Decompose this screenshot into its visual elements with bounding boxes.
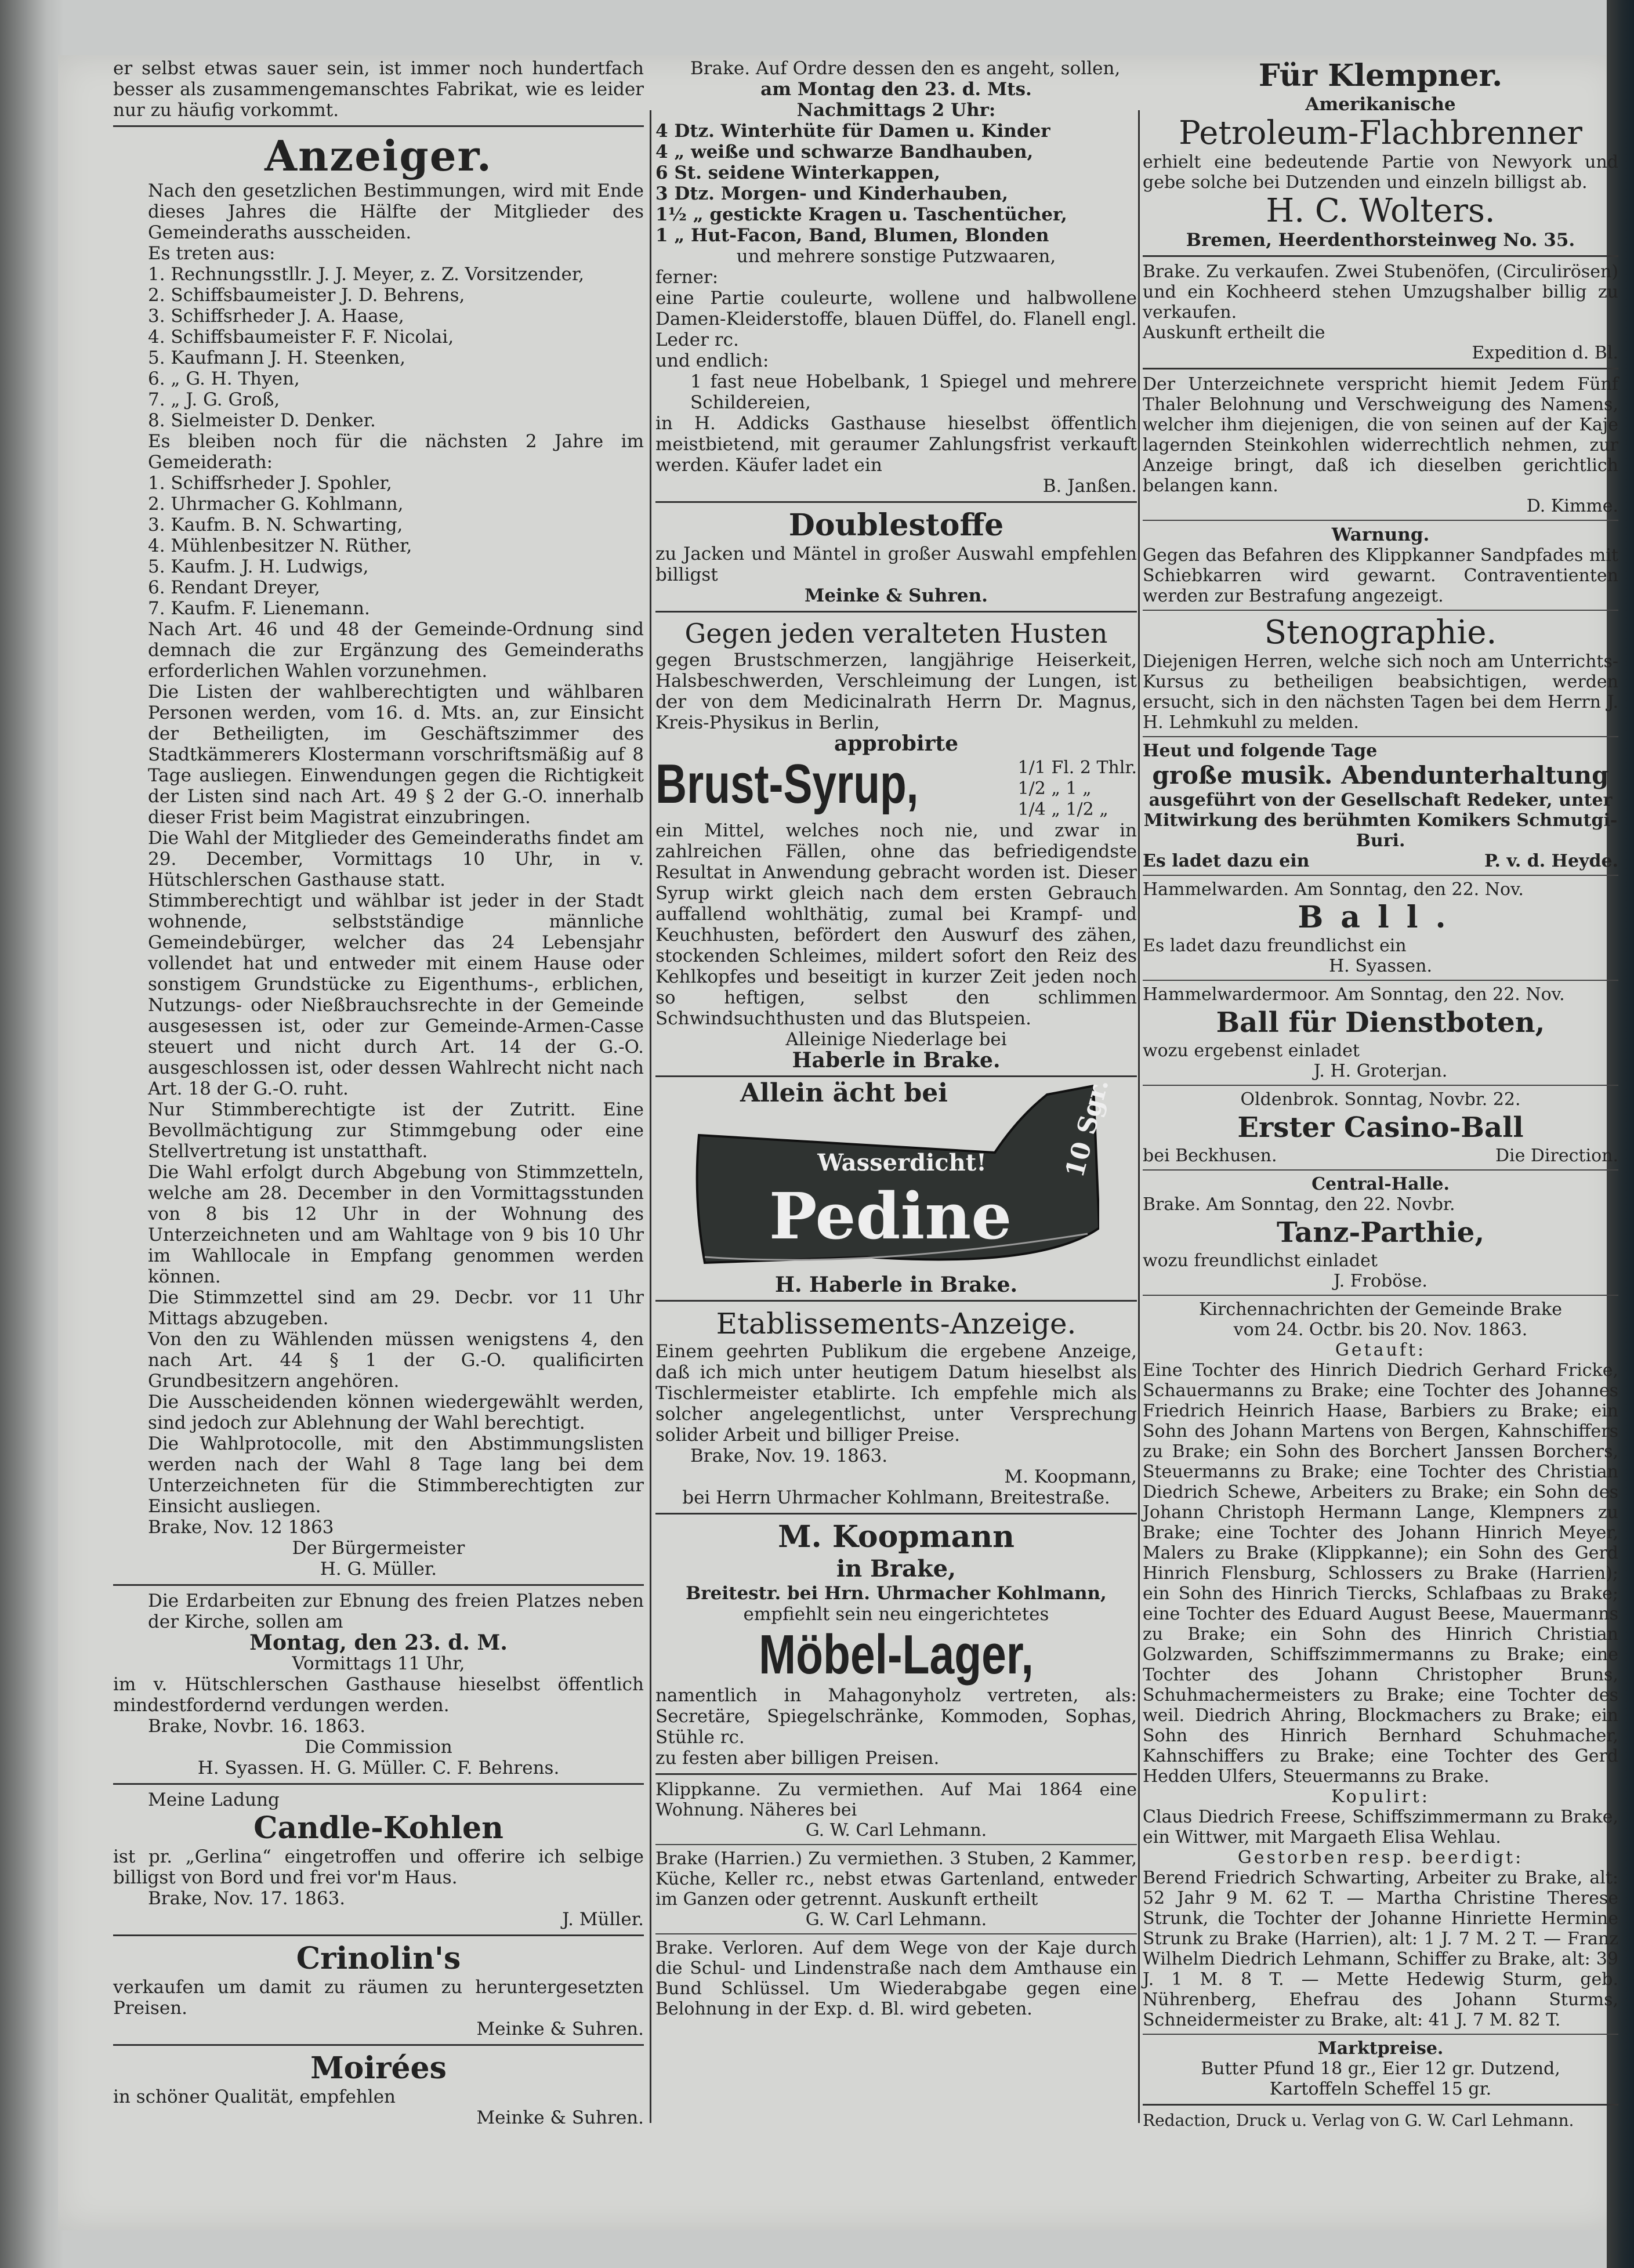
pedine-subtitle: Wasserdicht! <box>817 1149 987 1176</box>
dienstboten-text: wozu ergebenst einladet <box>1143 1041 1360 1061</box>
syrup-banner <box>655 754 1137 820</box>
list-item: 4 Dtz. Winterhüte für Damen u. Kinder <box>655 121 1050 142</box>
crinolin-title: Crinolin's <box>296 1941 461 1976</box>
musik-text: Heut und folgende Tage <box>1143 741 1378 761</box>
klempner-title: Für Klempner. <box>1258 58 1503 93</box>
musik-title: große musik. Abendunterhaltung <box>1152 761 1609 789</box>
list-item: 3. Schiffsrheder J. A. Haase, <box>148 306 404 327</box>
marktpreise-text: Kartoffeln Scheffel 15 gr. <box>1269 2079 1492 2099</box>
divider <box>655 1075 1137 1077</box>
divider <box>113 1934 644 1936</box>
musik-text: Es ladet dazu ein <box>1143 851 1310 871</box>
list-item: 3 Dtz. Morgen- und Kinderhauben, <box>655 183 1009 204</box>
syrup-text: Alleinige Niederlage bei <box>785 1029 1007 1050</box>
casino-title: Erster Casino-Ball <box>1237 1111 1524 1144</box>
koopmann-text: empfiehlt sein neu eingerichtetes <box>743 1604 1049 1625</box>
signature: Meinke & Suhren. <box>805 585 988 606</box>
pedine-advert <box>693 1075 1115 1274</box>
list-item: 1 „ Hut-Facon, Band, Blumen, Blonden <box>655 225 1049 246</box>
auction-text: und endlich: <box>655 350 769 371</box>
divider <box>113 125 644 127</box>
belohnung-text: Der Unterzeichnete verspricht hiemit Jedem Fünf Thaler Belohnung und Verschweigung des Namens, welcher ihm diejenigen, die von seinen auf der Kaje lagernden Steinkohlen widerrechtlich nehmen, zur Anzeige bringt, daß ich dieselben gerichtlich belangen kann. <box>1143 374 1618 496</box>
marktpreise-title: Marktpreise. <box>1317 2038 1444 2059</box>
divider <box>1143 2034 1618 2035</box>
vermiethen-text: Klippkanne. Zu vermiethen. Auf Mai 1864 eine Wohnung. Näheres bei <box>655 1780 1137 1820</box>
signature: Meinke & Suhren. <box>476 2107 644 2128</box>
list-item: 6 St. seidene Winterkappen, <box>655 162 940 183</box>
pedine-price: 10 Sgr. <box>1060 1075 1115 1181</box>
signature: Der Bürgermeister <box>292 1538 465 1559</box>
list-item: 6. „ G. H. Thyen, <box>148 368 300 389</box>
vermiethen-text: Brake (Harrien.) Zu vermiethen. 3 Stuben, 2 Kammer, Küche, Keller rc., nebst etwas Gartenland, entweder im Ganzen oder getrennt. Auskunft ertheilt <box>655 1849 1137 1910</box>
candle-title: Candle-Kohlen <box>253 1810 503 1846</box>
divider <box>113 2044 644 2046</box>
price-row: 1/2 „ 1 „ <box>1017 778 1092 799</box>
anzeiger-paragraph: Es treten aus: <box>148 243 276 264</box>
signature: J. H. Groterjan. <box>1313 1061 1448 1081</box>
column-3 <box>1143 58 1618 2131</box>
tanz-title: Tanz-Parthie, <box>1276 1216 1485 1249</box>
ball-text: Hammelwarden. Am Sonntag, den 22. Nov. <box>1143 879 1524 900</box>
signature: Haberle in Brake. <box>792 1048 1001 1073</box>
dienstboten-title: Ball für Dienstboten, <box>1216 1006 1545 1039</box>
anzeiger-paragraph: Die Wahlprotocolle, mit den Abstimmungslisten werden nach der Wahl 8 Tage lang bei dem Unterzeichneten für die Stimmberechtigten zur Einsicht ausliegen. <box>148 1433 644 1517</box>
stenographie-title: Stenographie. <box>1264 614 1497 651</box>
tanz-text: wozu freundlichst einladet <box>1143 1251 1378 1271</box>
divider <box>655 1300 1137 1302</box>
list-item: 7. Kaufm. F. Lienemann. <box>148 598 370 619</box>
signature: G. W. Carl Lehmann. <box>805 1820 987 1841</box>
divider <box>655 1933 1137 1934</box>
doublestoffe-title: Doublestoffe <box>788 508 1004 543</box>
syrup-product-name: Brust-Syrup, <box>655 753 919 815</box>
ball-title: Ball. <box>1298 900 1463 935</box>
erdarbeiten-text: Die Erdarbeiten zur Ebnung des freien Platzes neben der Kirche, sollen am <box>148 1591 644 1632</box>
divider <box>1143 1085 1618 1086</box>
stenographie-text: Diejenigen Herren, welche sich noch am Unterrichts-Kursus zu betheiligen beabsichtigen, werden ersucht, sich in den nächsten Tagen bei dem Herrn J. H. Lehmkuhl zu melden. <box>1143 651 1618 733</box>
auction-intro: Brake. Auf Ordre dessen den es angeht, sollen, <box>690 58 1121 79</box>
price-row: 1/1 Fl. 2 Thlr. <box>1017 758 1137 778</box>
tanz-venue: Central-Halle. <box>1311 1174 1450 1194</box>
moebel-lager-title: Möbel-Lager, <box>759 1624 1034 1686</box>
warnung-text: Gegen das Befahren des Klippkanner Sandpfades mit Schiebkarren wird gewarnt. Contraventienten werden zur Bestrafung angezeigt. <box>1143 545 1618 606</box>
koopmann-text: Breitestr. bei Hrn. Uhrmacher Kohlmann, <box>686 1583 1107 1604</box>
signature: P. v. d. Heyde. <box>1484 851 1618 871</box>
divider <box>655 501 1137 503</box>
divider <box>113 1584 644 1586</box>
column-rule-2 <box>1138 110 1140 2123</box>
syrup-text: gegen Brustschmerzen, langjährige Heiserkeit, Halsbeschwerden, Verschleimung der Lungen, ist der von dem Medicinalrath Herrn Dr. Magnus, Kreis-Physikus in Berlin, <box>655 650 1137 733</box>
signature: H. G. Müller. <box>320 1559 437 1579</box>
list-item: 4. Schiffsbaumeister F. F. Nicolai, <box>148 327 454 347</box>
column-rule-1 <box>650 110 651 2123</box>
divider <box>1143 1295 1618 1296</box>
anzeiger-paragraph: Nach den gesetzlichen Bestimmungen, wird mit Ende dieses Jahres die Hälfte der Mitglieder des Gemeinderaths ausscheiden. <box>148 180 644 243</box>
date-line: Brake, Nov. 12 1863 <box>148 1517 334 1538</box>
auction-text: ferner: <box>655 267 719 288</box>
moirees-title: Moirées <box>310 2050 447 2086</box>
klempner-name: H. C. Wolters. <box>1266 192 1495 230</box>
divider <box>1143 610 1618 611</box>
kirchennachrichten-period: vom 24. Octbr. bis 20. Nov. 1863. <box>1233 1320 1528 1340</box>
anzeiger-paragraph: Nur Stimmberechtigte ist der Zutritt. Eine Bevollmächtigung zur Stimmgebung oder eine Stellvertretung ist unstatthaft. <box>148 1099 644 1162</box>
divider <box>1143 520 1618 521</box>
kopulirt-text: Claus Diedrich Freese, Schiffszimmermann zu Brake, ein Wittwer, mit Margaeth Elisa Wehlau. <box>1143 1807 1618 1847</box>
date-line: Brake, Novbr. 16. 1863. <box>148 1716 366 1737</box>
divider <box>1143 255 1618 257</box>
auction-date: am Montag den 23. d. Mts. <box>760 79 1032 100</box>
auction-text: 1 fast neue Hobelbank, 1 Spiegel und mehrere Schildereien, <box>690 371 1137 413</box>
verloren-text: Brake. Verloren. Auf dem Wege von der Kaje durch die Schul- und Lindenstraße nach dem Amthause ein Bund Schlüssel. Um Wiederabgabe gegen eine Belohnung in der Exp. d. Bl. wird gebeten. <box>655 1938 1137 2019</box>
continued-text: er selbst etwas sauer sein, ist immer noch hundertfach besser als zusammengemanschtes Fabrikat, wie es leider nur zu häufig vorkommt. <box>113 58 644 121</box>
etablissement-title: Etablissements-Anzeige. <box>716 1307 1077 1340</box>
price-row: 1/4 „ 1/2 „ <box>1017 799 1108 820</box>
list-item: 4 „ weiße und schwarze Bandhauben, <box>655 142 1034 162</box>
signature: J. Müller. <box>562 1909 644 1930</box>
koopmann-location: in Brake, <box>836 1555 957 1582</box>
casino-text: bei Beckhusen. <box>1143 1146 1277 1166</box>
pedine-top-text: Allein ächt bei <box>740 1078 948 1108</box>
list-item: 7. „ J. G. Groß, <box>148 389 280 410</box>
koopmann-text: namentlich in Mahagonyholz vertreten, als: Secretäre, Spiegelschränke, Kommoden, Sophas, Stühle rc. <box>655 1685 1137 1748</box>
signature: M. Koopmann, <box>1004 1466 1137 1487</box>
musik-invite <box>1143 851 1618 871</box>
getauft-text: Eine Tochter des Hinrich Diedrich Gerhard Fricke, Schauermanns zu Brake; eine Tochter des Johannes Friedrich Heinrich Haase, Barbiers zu Brake; ein Sohn des Johann Martens von Bergen, Kahnschiffers zu Brake; ein Sohn des Borchert Janssen Borchers, Steuermanns zu Brake; eine Tochter des Christian Diedrich Schewe, Arbeiters zu Brake; ein Sohn des Johann Christoph Hermann Lange, Klempners zu Brake; eine Tochter des Johann Hinrich Meyer, Malers zu Brake (Klippkanne); ein Sohn des Gerd Hinrich Flensburg, Schlossers zu Brake (Harrien); ein Sohn des Hinrich Tiercks, Schlafbaas zu Brake; eine Tochter des Eduard August Beese, Mauermanns zu Brake; ein Sohn des Hinrich Christian Golzwarden, Schiffszimmermanns zu Brake; eine Tochter des Johann Christopher Bruns, Schuhmachermeisters zu Brake; eine Tochter des weil. Diedrich Ahring, Blockmachers zu Brake; ein Sohn des Hinrich Bernhard Schuhmacher, Kahnschiffers zu Brake; eine Tochter des Gerd Hedden Ulfers, Steuermanns zu Brake. <box>1143 1360 1618 1787</box>
auction-text: und mehrere sonstige Putzwaaren, <box>736 246 1056 267</box>
signature: D. Kimme. <box>1526 496 1618 516</box>
divider <box>1143 368 1618 369</box>
pedine-name: Pedine <box>769 1179 1012 1253</box>
list-item: 2. Uhrmacher G. Kohlmann, <box>148 494 404 515</box>
members-leaving-list <box>113 264 644 431</box>
date-line: Brake, Nov. 19. 1863. <box>690 1445 888 1466</box>
ball-text: Es ladet dazu freundlichst ein <box>1143 936 1407 956</box>
divider <box>655 1844 1137 1845</box>
divider <box>655 1773 1137 1775</box>
dienstboten-text: Hammelwardermoor. Am Sonntag, den 22. Nov. <box>1143 984 1565 1005</box>
divider <box>1143 1169 1618 1171</box>
column-2 <box>655 58 1137 2019</box>
signature: H. Haberle in Brake. <box>774 1273 1018 1297</box>
crinolin-text: verkaufen um damit zu räumen zu heruntergesetzten Preisen. <box>113 1977 644 2019</box>
list-item: 4. Mühlenbesitzer N. Rüther, <box>148 535 412 556</box>
list-item: 6. Rendant Dreyer, <box>148 577 320 598</box>
signature: J. Froböse. <box>1334 1271 1428 1291</box>
list-item: 1. Schiffsrheder J. Spohler, <box>148 473 392 494</box>
syrup-approbirte: approbirte <box>834 731 958 756</box>
list-item: 5. Kaufm. J. H. Ludwigs, <box>148 556 369 577</box>
list-item: 1. Rechnungsstllr. J. J. Meyer, z. Z. Vorsitzender, <box>148 264 585 285</box>
gestorben-heading: Gestorben resp. beerdigt: <box>1237 1847 1524 1868</box>
signature: H. Syassen. H. G. Müller. C. F. Behrens. <box>197 1758 560 1778</box>
anzeiger-paragraph: Die Listen der wahlberechtigten und wählbaren Personen werden, vom 16. d. Mts. an, zur Einsicht der Betheiligten, im Geschäftszimmer des Stadtkämmerers Klostermann vorschriftsmäßig auf 8 Tage ausliegen. Einwendungen gegen die Richtigkeit der Listen sind nach Art. 49 § 2 der G.-O. innerhalb dieser Frist beim Magistrat einzubringen. <box>148 682 644 828</box>
erdarbeiten-date: Montag, den 23. d. M. <box>249 1631 508 1655</box>
anzeiger-paragraph: Von den zu Wählenden müssen wenigstens 4, den nach Art. 44 § 1 der G.-O. qualificirten Grundbesitzern angehören. <box>148 1329 644 1392</box>
date-line: Brake, Nov. 17. 1863. <box>148 1888 346 1909</box>
anzeiger-paragraph: Stimmberechtigt und wählbar ist jeder in der Stadt wohnende, selbstständige männliche Gemeindebürger, welcher das 24 Lebensjahr vollendet hat und entweder mit einem Hause oder sonstigem Grundstücke zu Eigenthums-, erblichen, Nutzungs- oder Nießbrauchsrechte in der Gemeinde ausgesessen ist, oder zur Gemeinde-Armen-Casse steuert und nicht durch Art. 14 der G.-O. ausgeschlossen ist, oder dessen Wahlrecht nicht nach Art. 18 der G.-O. ruht. <box>148 890 644 1099</box>
klempner-address: Bremen, Heerdenthorsteinweg No. 35. <box>1186 230 1575 251</box>
column-1 <box>113 58 644 2128</box>
verkaufen-text: Auskunft ertheilt die <box>1143 323 1325 343</box>
koopmann-text: zu festen aber billigen Preisen. <box>655 1748 940 1769</box>
musik-text: ausgeführt von der Gesellschaft Redeker, unter Mitwirkung des berühmten Komikers Schmutgi-Buri. <box>1143 790 1618 851</box>
divider <box>1143 980 1618 981</box>
list-item: 3. Kaufm. B. N. Schwarting, <box>148 515 403 535</box>
signature-address: bei Herrn Uhrmacher Kohlmann, Breitestraße. <box>682 1487 1110 1508</box>
signature: Die Commission <box>305 1737 452 1758</box>
candle-text: ist pr. „Gerlina“ eingetroffen und offerire ich selbige billigst von Bord und frei vor'm Haus. <box>113 1846 644 1888</box>
anzeiger-paragraph: Nach Art. 46 und 48 der Gemeinde-Ordnung sind demnach die zur Ergänzung des Gemeinderaths erforderlichen Wahlen vorzunehmen. <box>148 619 644 682</box>
signature: G. W. Carl Lehmann. <box>805 1910 987 1930</box>
tanz-text: Brake. Am Sonntag, den 22. Novbr. <box>1143 1194 1455 1215</box>
syrup-price-list <box>1018 754 1137 820</box>
anzeiger-paragraph: Es bleiben noch für die nächsten 2 Jahre im Gemeiderath: <box>148 431 644 473</box>
klempner-text: erhielt eine bedeutende Partie von Newyork und gebe solche bei Dutzenden und einzeln billigst ab. <box>1143 152 1618 193</box>
casino-footer <box>1143 1146 1618 1166</box>
klempner-sub: Amerikanische <box>1305 94 1456 115</box>
auction-text: eine Partie couleurte, wollene und halbwollene Damen-Kleiderstoffe, blauen Düffel, do. Flanell engl. Leder rc. <box>655 288 1137 350</box>
moirees-text: in schöner Qualität, empfehlen <box>113 2086 396 2107</box>
anzeiger-paragraph: Die Wahl der Mitglieder des Gemeinderaths findet am 29. December, Vormittags 10 Uhr, in v. Hütschlerschen Gasthause statt. <box>148 828 644 890</box>
getauft-heading: Getauft: <box>1335 1340 1426 1360</box>
members-remaining-list <box>113 473 644 619</box>
marktpreise-text: Butter Pfund 18 gr., Eier 12 gr. Dutzend, <box>1201 2059 1560 2079</box>
divider <box>1143 2104 1618 2106</box>
divider <box>655 1513 1137 1515</box>
gestorben-text: Berend Friedrich Schwarting, Arbeiter zu Brake, alt: 52 Jahr 9 M. 62 T. — Martha Christine Therese Strunk, die Tochter der Johanne Hinriette Hermine Strunk zu Brake (Harrien), alt: 1 J. 7 M. 2 T. — Franz Wilhelm Diedrich Lehmann, Schiffer zu Brake, alt: 39 J. 1 M. 8 T. — Mette Hedewig Sturm, geb. Nührenberg, Ehefrau des Johann Sturms, Schneidermeister zu Brake, alt: 41 J. 7 M. 82 T. <box>1143 1868 1618 2030</box>
signature: H. Syassen. <box>1328 956 1433 976</box>
list-item: 2. Schiffsbaumeister J. D. Behrens, <box>148 285 465 306</box>
auction-items <box>655 121 1137 246</box>
casino-text: Oldenbrok. Sonntag, Novbr. 22. <box>1240 1089 1521 1110</box>
koopmann-title: M. Koopmann <box>778 1519 1015 1555</box>
syrup-text: ein Mittel, welches noch nie, und zwar in zahlreichen Fällen, ohne das befriedigendste Resultat in Anwendung gebracht worden ist. Dieser Syrup wirkt gleich nach dem ersten Gebrauch auffallend wohlthätig, zumal bei Krampf- und Keuchhusten, befördert den Auswurf des zähen, stockenden Schleimes, mildert sofort den Reiz des Kehlkopfes und beseitigt in kurzer Zeit jeden noch so heftigen, selbst den schlimmen Schwindsuchthusten und das Blutspeien. <box>655 820 1137 1029</box>
verkaufen-text: Brake. Zu verkaufen. Zwei Stubenöfen, (Circulirösen) und ein Kochheerd stehen Umzugshalber billig zu verkaufen. <box>1143 262 1618 323</box>
kirchennachrichten-title: Kirchennachrichten der Gemeinde Brake <box>1199 1299 1562 1320</box>
signature: Die Direction. <box>1495 1146 1618 1166</box>
list-item: 1½ „ gestickte Kragen u. Taschentücher, <box>655 204 1067 225</box>
doublestoffe-text: zu Jacken und Mäntel in großer Auswahl empfehlen billigst <box>655 544 1137 585</box>
etablissement-text: Einem geehrten Publikum die ergebene Anzeige, daß ich mich unter heutigem Datum hieselbst als Tischlermeister etablirte. Ich empfehle mich als solcher angelegentlichst, unter Versprechung solider Arbeit und billiger Preise. <box>655 1341 1137 1445</box>
warnung-title: Warnung. <box>1331 524 1430 545</box>
signature: B. Janßen. <box>1042 476 1137 497</box>
list-item: 8. Sielmeister D. Denker. <box>148 410 376 431</box>
klempner-product: Petroleum-Flachbrenner <box>1179 114 1582 152</box>
kopulirt-heading: Kopulirt: <box>1331 1787 1430 1807</box>
divider <box>113 1783 644 1785</box>
anzeiger-paragraph: Die Stimmzettel sind am 29. Decbr. vor 11 Uhr Mittags abzugeben. <box>148 1287 644 1329</box>
auction-time: Nachmittags 2 Uhr: <box>796 100 996 121</box>
divider <box>1143 875 1618 876</box>
signature: Expedition d. Bl. <box>1472 343 1618 363</box>
erdarbeiten-time: Vormittags 11 Uhr, <box>292 1653 465 1674</box>
list-item: 5. Kaufmann J. H. Steenken, <box>148 347 405 368</box>
divider <box>1143 736 1618 737</box>
candle-intro: Meine Ladung <box>148 1789 280 1810</box>
divider <box>655 611 1137 613</box>
anzeiger-paragraph: Die Wahl erfolgt durch Abgebung von Stimmzetteln, welche am 28. December in den Vormittagsstunden von 8 bis 12 Uhr in der Wohnung des Unterzeichneten und am Wahltage von 9 bis 10 Uhr im Wahllocale in Empfang genommen werden können. <box>148 1162 644 1287</box>
imprint: Redaction, Druck u. Verlag von G. W. Carl Lehmann. <box>1143 2111 1574 2130</box>
anzeiger-title: Anzeiger. <box>265 131 492 180</box>
anzeiger-paragraph: Die Ausscheidenden können wiedergewählt werden, sind jedoch zur Ablehnung der Wahl berechtigt. <box>148 1392 644 1433</box>
erdarbeiten-text: im v. Hütschlerschen Gasthause hieselbst öffentlich mindestfordernd verdungen werden. <box>113 1674 644 1716</box>
auction-text: in H. Addicks Gasthause hieselbst öffentlich meistbietend, mit geraumer Zahlungsfrist verkauft werden. Käufer ladet ein <box>655 413 1137 476</box>
syrup-headline: Gegen jeden veralteten Husten <box>684 618 1108 649</box>
signature: Meinke & Suhren. <box>476 2019 644 2039</box>
